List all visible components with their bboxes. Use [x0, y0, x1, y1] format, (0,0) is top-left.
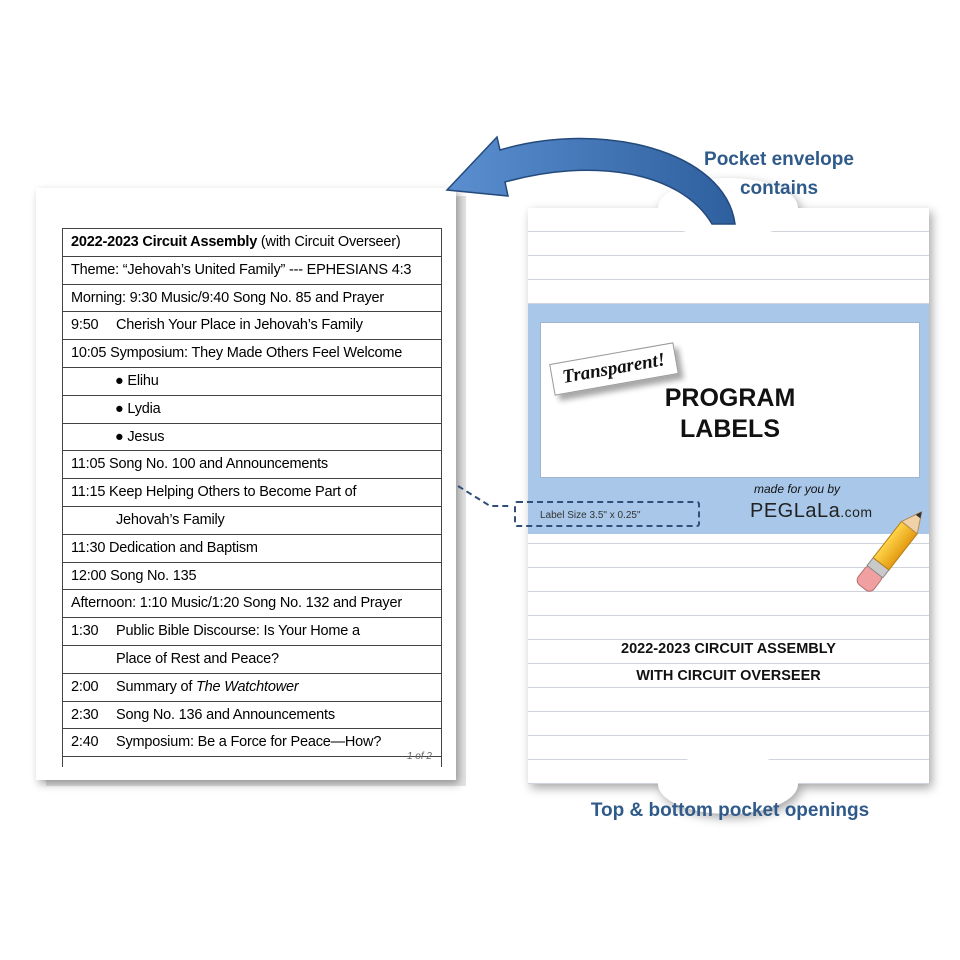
- program-row: Theme: “Jehovah’s United Family” --- EPHESIANS 4:3: [63, 257, 441, 285]
- page-number: 1 of 2: [406, 751, 432, 762]
- transparent-tag: Transparent!: [549, 342, 678, 395]
- row-time: 2:00: [71, 678, 99, 695]
- row-text-part: Summary of: [116, 678, 196, 695]
- program-row: ● Jesus: [63, 424, 441, 452]
- program-row: ● Lydia: [63, 396, 441, 424]
- title-line-2: LABELS: [680, 415, 780, 443]
- pencil-icon: [855, 506, 930, 594]
- row-time: 2:30: [71, 706, 99, 723]
- program-row: 11:05 Song No. 100 and Announcements: [63, 451, 441, 479]
- program-row: 11:30 Dedication and Baptism: [63, 535, 441, 563]
- label-size-box: Label Size 3.5" x 0.25": [514, 501, 700, 527]
- pocket-contents-callout: [676, 145, 882, 203]
- row-text-part: Public Bible Discourse: Is Your Home a: [116, 623, 360, 640]
- program-row: Jehovah’s Family: [63, 507, 441, 535]
- row-text-part: Song No. 136 and Announcements: [116, 706, 335, 723]
- pocket-openings-callout: Top & bottom pocket openings: [590, 800, 870, 821]
- row-text-part: Symposium: Be a Force for Peace—How?: [116, 734, 382, 751]
- program-row: 12:00 Song No. 135: [63, 563, 441, 591]
- assembly-line-2: WITH CIRCUIT OVERSEER: [636, 668, 821, 684]
- row-italic-text: The Watchtower: [196, 678, 299, 695]
- row-time: 2:40: [71, 734, 99, 751]
- callout-top-line-1: Pocket envelope: [704, 149, 854, 170]
- row-bold-text: 2022-2023 Circuit Assembly: [71, 234, 258, 250]
- brand-suffix: .com: [840, 504, 873, 520]
- callout-top-line-2: contains: [739, 178, 819, 199]
- brand-name: PEGLaLa: [750, 500, 841, 522]
- row-time: 1:30: [71, 623, 99, 640]
- program-row: Place of Rest and Peace?: [63, 646, 441, 674]
- row-time: 9:50: [71, 317, 99, 334]
- made-for-text: made for you by: [754, 482, 841, 496]
- row-text: (with Circuit Overseer): [257, 234, 401, 250]
- assembly-line-1: 2022-2023 CIRCUIT ASSEMBLY: [621, 641, 836, 657]
- program-row: ● Elihu: [63, 368, 441, 396]
- title-line-1: PROGRAM: [664, 384, 796, 412]
- program-row: Morning: 9:30 Music/9:40 Song No. 85 and Prayer: [63, 285, 441, 313]
- program-row: 11:15 Keep Helping Others to Become Part of: [63, 479, 441, 507]
- dashed-connector: [458, 486, 512, 506]
- program-row: Afternoon: 1:10 Music/1:20 Song No. 132 and Prayer: [63, 590, 441, 618]
- program-row: 10:05 Symposium: They Made Others Feel Welcome: [63, 340, 441, 368]
- row-text-part: Cherish Your Place in Jehovah’s Family: [116, 317, 363, 334]
